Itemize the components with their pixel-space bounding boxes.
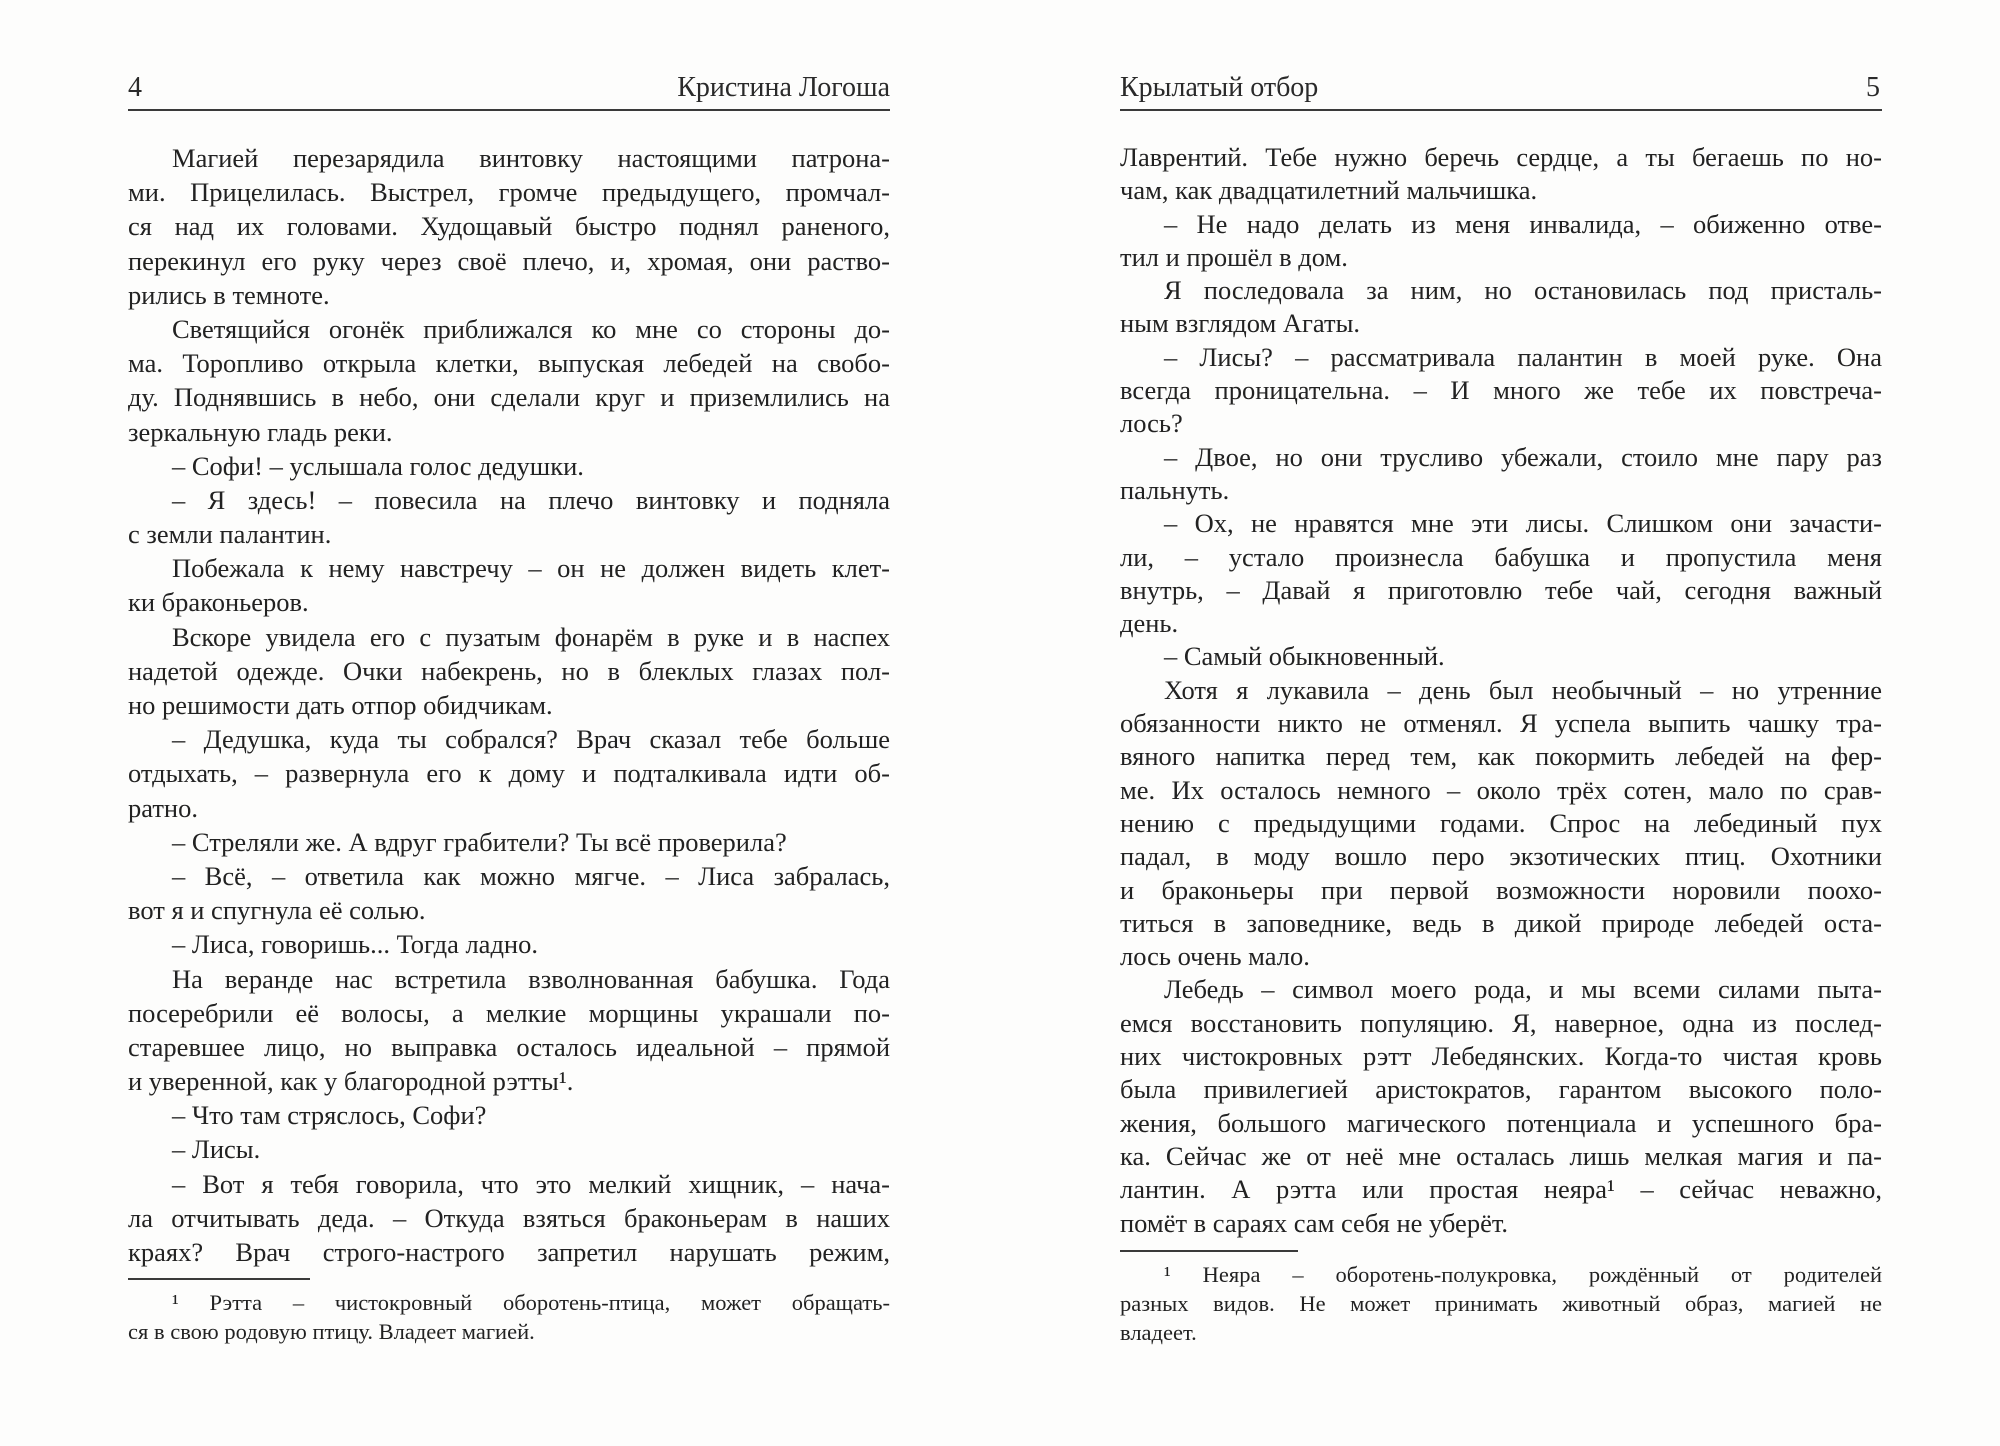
text-line: вяного напитка перед тем, как покормить лебедей на фер- <box>1120 741 1882 772</box>
text-line: жения, большого магического потенциала и успешного бра- <box>1120 1107 1882 1138</box>
header-rule <box>128 109 890 111</box>
text-line: надетой одежде. Очки набекрень, но в блеклых глазах пол- <box>128 655 890 686</box>
text-line: – Стреляли же. А вдруг грабители? Ты всё проверила? <box>172 826 787 857</box>
footnote-line: ¹ Рэтта – чистокровный оборотень-птица, может обращать- <box>172 1290 890 1315</box>
paragraph <box>1120 341 1882 441</box>
text-line: чам, как двадцатилетний мальчишка. <box>1120 175 1538 206</box>
footnote-line: ¹ Неяра – оборотень-полукровка, рождённый от родителей <box>1164 1262 1882 1287</box>
text-line: лантин. А рэтта или простая неяра¹ – сейчас неважно, <box>1120 1174 1882 1205</box>
right-running-head: Крылатый отбор <box>1120 72 1319 103</box>
paragraph <box>1120 674 1882 974</box>
text-line: внутрь, – Давай я приготовлю тебе чай, сегодня важный <box>1120 574 1882 605</box>
paragraph <box>1120 274 1882 341</box>
text-line: Светящийся огонёк приближался ко мне со стороны до- <box>172 313 890 344</box>
paragraph <box>1120 141 1882 208</box>
text-line: Вскоре увидела его с пузатым фонарём в руке и в наспех <box>172 621 890 652</box>
text-line: была привилегией аристократов, гарантом высокого поло- <box>1120 1074 1882 1105</box>
text-line: – Всё, – ответила как можно мягче. – Лиса забралась, <box>172 860 890 891</box>
text-line: обязанности никто не отменял. Я успела выпить чашку тра- <box>1120 708 1882 739</box>
footnote-rule <box>128 1278 310 1280</box>
text-line: ми. Прицелилась. Выстрел, громче предыдущего, промчал- <box>128 177 890 208</box>
text-line: – Лисы. <box>172 1134 261 1165</box>
paragraph <box>128 449 890 483</box>
text-line: но решимости дать отпор обидчикам. <box>128 690 553 720</box>
paragraph <box>1120 640 1882 673</box>
text-line: ным взглядом Агаты. <box>1120 308 1361 339</box>
text-line: перекинул его руку через своё плечо, и, хромая, они раство- <box>128 245 890 276</box>
paragraph <box>128 312 890 449</box>
text-line: – Вот я тебя говорила, что это мелкий хищник, – нача- <box>172 1168 890 1199</box>
text-line: ли, – устало произнесла бабушка и пропустила меня <box>1120 541 1882 572</box>
text-line: Побежала к нему навстречу – он не должен видеть клет- <box>172 553 890 584</box>
footnote-line: владеет. <box>1120 1320 1197 1345</box>
paragraph <box>128 141 890 312</box>
text-line: – Софи! – услышала голос дедушки. <box>172 450 584 481</box>
text-line: емся восстановить популяцию. Я, наверное, одна из послед- <box>1120 1007 1882 1038</box>
text-line: лось? <box>1120 408 1183 439</box>
text-line: день. <box>1120 608 1179 639</box>
text-line: – Что там стряслось, Софи? <box>172 1100 487 1131</box>
text-line: – Дедушка, куда ты собрался? Врач сказал тебе больше <box>172 724 890 755</box>
text-line: нению с предыдущими годами. Спрос на лебединый пух <box>1120 807 1882 838</box>
text-line: помёт в сараях сам себя не уберёт. <box>1120 1207 1509 1238</box>
footnote-line: разных видов. Не может принимать животный образ, магией не <box>1120 1291 1882 1316</box>
text-line: ма. Торопливо открыла клетки, выпуская лебедей на свобо- <box>128 348 890 379</box>
paragraph <box>128 859 890 927</box>
text-line: ка. Сейчас же от неё мне осталась лишь мелкая магия и па- <box>1120 1140 1882 1171</box>
paragraph <box>128 1098 890 1132</box>
right-page-number: 5 <box>1866 72 1880 103</box>
text-line: – Я здесь! – повесила на плечо винтовку и подняла <box>172 484 890 515</box>
text-line: ки браконьеров. <box>128 587 309 618</box>
text-line: ме. Их осталось немного – около трёх сотен, мало по срав- <box>1120 774 1882 805</box>
text-line: с земли палантин. <box>128 519 332 550</box>
paragraph <box>128 551 890 619</box>
text-line: отдыхать, – развернула его к дому и подталкивала идти об- <box>128 758 890 789</box>
text-line: падал, в моду вошло перо экзотических птиц. Охотники <box>1120 841 1882 872</box>
text-line: Я последовала за ним, но остановилась под присталь- <box>1164 275 1882 306</box>
text-line: – Не надо делать из меня инвалида, – обиженно отве- <box>1164 208 1882 239</box>
text-line: – Лисы? – рассматривала палантин в моей руке. Она <box>1164 341 1882 372</box>
text-line: и уверенной, как у благородной рэтты¹. <box>128 1066 574 1097</box>
paragraph <box>128 962 890 1099</box>
left-page-number: 4 <box>128 72 142 103</box>
paragraph <box>128 825 890 859</box>
text-line: всегда проницательна. – И много же тебе их повстреча- <box>1120 375 1882 406</box>
paragraph <box>1120 973 1882 1239</box>
text-line: и браконьеры при первой возможности норовили поохо- <box>1120 874 1882 905</box>
paragraph <box>128 722 890 825</box>
text-line: Магией перезарядила винтовку настоящими патрона- <box>172 143 890 173</box>
footnote-line: ся в свою родовую птицу. Владеет магией. <box>128 1319 535 1344</box>
paragraph <box>128 1167 890 1270</box>
paragraph <box>128 1132 890 1166</box>
paragraph <box>128 927 890 961</box>
text-line: ратно. <box>128 792 198 823</box>
left-footnote <box>128 1288 890 1346</box>
right-footnote <box>1120 1260 1882 1347</box>
paragraph <box>1120 441 1882 508</box>
text-line: На веранде нас встретила взволнованная бабушка. Года <box>172 963 890 994</box>
text-line: старевшее лицо, но выправка осталось идеальной – прямой <box>128 1031 890 1062</box>
left-body-text <box>128 141 890 1269</box>
text-line: ла отчитывать деда. – Откуда взяться браконьерам в наших <box>128 1202 890 1233</box>
text-line: ся над их головами. Худощавый быстро поднял раненого, <box>128 211 890 242</box>
text-line: лось очень мало. <box>1120 941 1310 972</box>
text-line: Лаврентий. Тебе нужно беречь сердце, а ты бегаешь по но- <box>1120 142 1882 172</box>
text-line: рились в темноте. <box>128 279 330 310</box>
text-line: ду. Поднявшись в небо, они сделали круг и приземлились на <box>128 382 890 413</box>
text-line: посеребрили её волосы, а мелкие морщины украшали по- <box>128 997 890 1028</box>
left-running-head: Кристина Логоша <box>677 72 890 103</box>
paragraph <box>128 483 890 551</box>
paragraph <box>1120 208 1882 275</box>
text-line: – Лиса, говоришь... Тогда ладно. <box>172 929 538 960</box>
header-rule <box>1120 109 1882 111</box>
paragraph <box>128 620 890 723</box>
text-line: титься в заповеднике, ведь в дикой природе лебедей оста- <box>1120 907 1882 938</box>
text-line: зеркальную гладь реки. <box>128 416 393 447</box>
text-line: – Ох, не нравятся мне эти лисы. Слишком они зачасти- <box>1164 508 1882 539</box>
text-line: краях? Врач строго-настрого запретил нарушать режим, <box>128 1237 890 1267</box>
footnote-rule <box>1120 1250 1298 1252</box>
text-line: вот я и спугнула её солью. <box>128 895 426 926</box>
text-line: тил и прошёл в дом. <box>1120 241 1348 272</box>
text-line: Лебедь – символ моего рода, и мы всеми силами пыта- <box>1164 974 1882 1005</box>
right-body-text <box>1120 141 1882 1240</box>
text-line: пальнуть. <box>1120 474 1230 505</box>
text-line: Хотя я лукавила – день был необычный – но утренние <box>1164 674 1882 705</box>
text-line: – Самый обыкновенный. <box>1164 641 1445 672</box>
text-line: них чистокровных рэтт Лебедянских. Когда-то чистая кровь <box>1120 1041 1882 1072</box>
text-line: – Двое, но они трусливо убежали, стоило мне пару раз <box>1164 441 1882 472</box>
paragraph <box>1120 507 1882 640</box>
